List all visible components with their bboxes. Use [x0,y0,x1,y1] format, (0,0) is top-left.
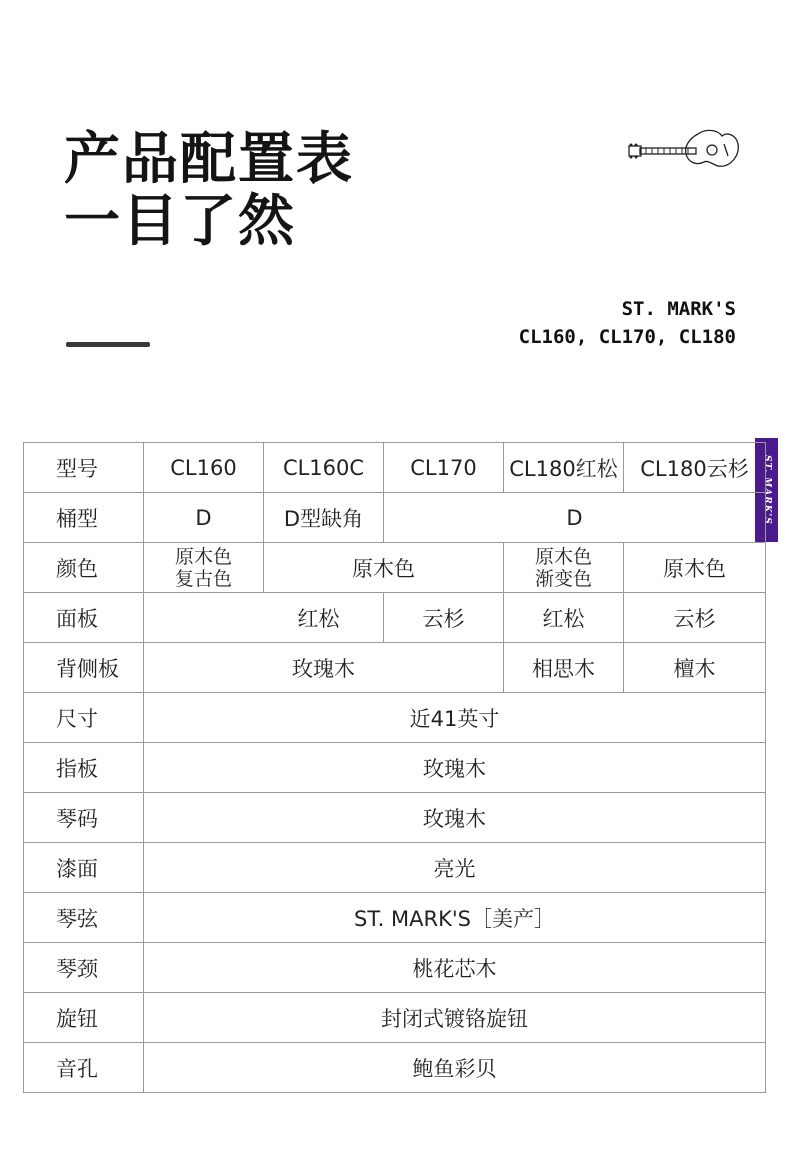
table-row [24,993,766,1043]
brand-name: ST. MARK'S [621,298,736,320]
row-label: 漆面 [24,843,144,893]
cell-line: 复古色 [174,567,232,590]
table-row [24,743,766,793]
table-cell: 玫瑰木 [144,743,766,793]
row-label: 桶型 [24,493,144,543]
guitar-icon [626,126,740,172]
table-row [24,493,766,543]
page-title-line1: 产品配置表 [64,127,354,192]
table-row [24,693,766,743]
spec-table [23,442,766,1093]
table-row [24,643,766,693]
row-label: 琴弦 [24,893,144,943]
page-title-line2: 一目了然 [64,189,296,254]
table-row [24,943,766,993]
table-row [24,443,766,493]
row-label: 音孔 [24,1043,144,1093]
table-cell: 原木色 [624,543,766,593]
row-label: 尺寸 [24,693,144,743]
table-row [24,793,766,843]
row-label: 旋钮 [24,993,144,1043]
table-cell: CL160 [144,443,264,493]
table-cell: D [384,493,766,543]
table-cell: 原木色 [264,543,504,593]
table-cell: 云杉 [384,593,504,643]
title-underline [66,342,150,347]
table-cell: 玫瑰木 [144,793,766,843]
model-list: CL160, CL170, CL180 [518,326,736,348]
table-row [24,843,766,893]
table-cell: 红松 [144,593,384,643]
cell-line: 渐变色 [534,567,592,590]
table-cell: D型缺角 [264,493,384,543]
row-label: 琴码 [24,793,144,843]
cell-line: 原木色 [174,545,232,568]
table-cell [144,543,264,593]
brand-badge: ST. MARK'S [755,438,778,542]
row-label: 指板 [24,743,144,793]
table-row [24,893,766,943]
row-label: 型号 [24,443,144,493]
table-cell: 近41英寸 [144,693,766,743]
table-cell: D [144,493,264,543]
row-label: 背侧板 [24,643,144,693]
table-row [24,1043,766,1093]
table-cell: 相思木 [504,643,624,693]
table-cell: 亮光 [144,843,766,893]
cell-line: 原木色 [534,545,592,568]
table-cell: 檀木 [624,643,766,693]
table-cell: 桃花芯木 [144,943,766,993]
table-cell: 云杉 [624,593,766,643]
table-cell [504,543,624,593]
table-cell: 红松 [504,593,624,643]
row-label: 面板 [24,593,144,643]
table-row [24,593,766,643]
table-cell: CL170 [384,443,504,493]
table-cell: CL180云杉 [624,443,766,493]
table-cell: CL160C [264,443,384,493]
table-cell: ST. MARK'S［美产］ [144,893,766,943]
table-cell: 玫瑰木 [144,643,504,693]
table-cell: 鲍鱼彩贝 [144,1043,766,1093]
table-cell: CL180红松 [504,443,624,493]
table-row [24,543,766,593]
table-cell: 封闭式镀铬旋钮 [144,993,766,1043]
row-label: 琴颈 [24,943,144,993]
row-label: 颜色 [24,543,144,593]
